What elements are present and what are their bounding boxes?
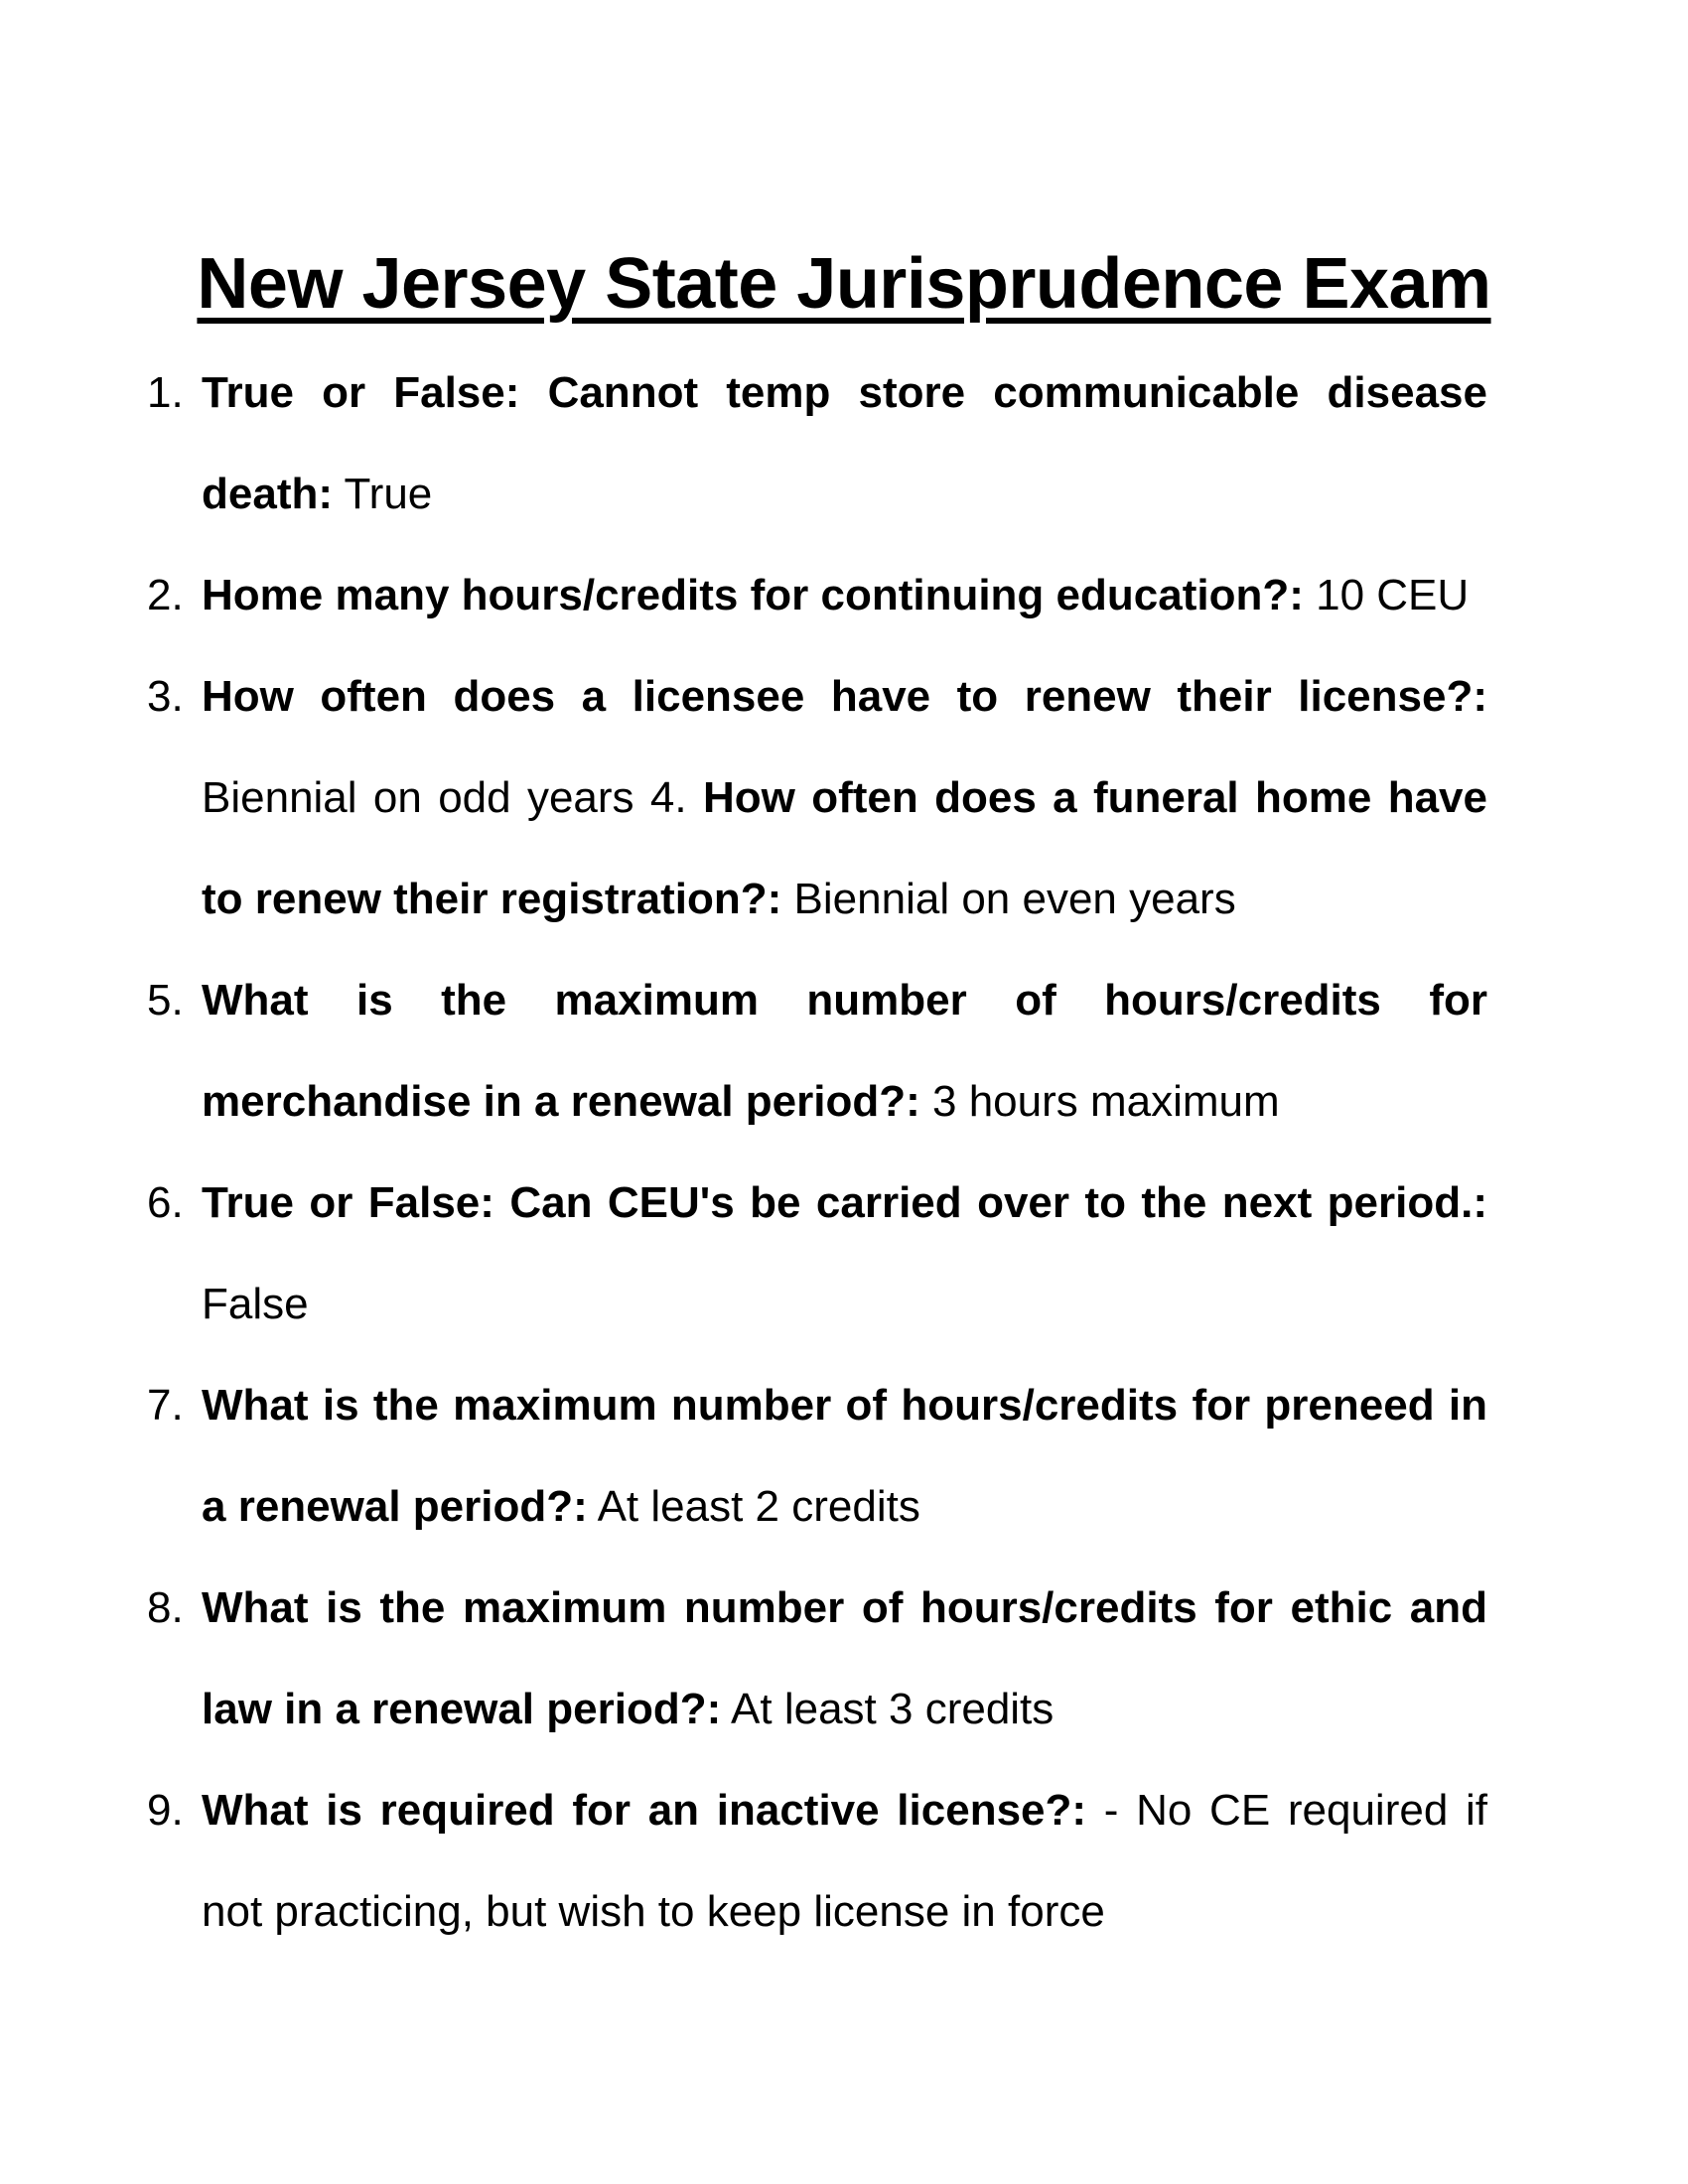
question-text: What is the maximum number of hours/credits for ethic and law in a renewal period?: (202, 1583, 1487, 1733)
list-item (147, 1355, 1487, 1558)
item-number: 6. (147, 1178, 184, 1227)
answer-text: At least 3 credits (731, 1685, 1055, 1733)
question-text: What is the maximum number of hours/credits for merchandise in a renewal period?: (202, 976, 1487, 1126)
answer-text: False (202, 1280, 309, 1328)
item-number: 8. (147, 1583, 184, 1632)
question-text: True or False: Can CEU's be carried over to the next period.: (202, 1178, 1487, 1227)
question-text: How often does a licensee have to renew their license?: (202, 672, 1487, 721)
inline-question-text: How often does a funeral home have to renew their registration?: (202, 773, 1487, 923)
list-item (147, 342, 1487, 545)
list-item (147, 545, 1487, 646)
item-number: 3. (147, 672, 184, 721)
document-title: New Jersey State Jurisprudence Exam (197, 244, 1491, 325)
question-text: True or False: Cannot temp store communicable disease death: (202, 368, 1487, 518)
item-number: 5. (147, 976, 184, 1024)
item-number: 7. (147, 1381, 184, 1430)
list-item (147, 646, 1487, 950)
list-item (147, 1153, 1487, 1355)
list-item (147, 1558, 1487, 1760)
question-text: What is the maximum number of hours/credits for preneed in a renewal period?: (202, 1381, 1487, 1531)
item-number: 2. (147, 571, 184, 619)
inline-answer-text: Biennial on even years (793, 875, 1236, 923)
answer-text: True (344, 470, 433, 518)
item-number: 1. (147, 368, 184, 417)
question-text: Home many hours/credits for continuing education?: (202, 571, 1304, 619)
answer-text: Biennial on odd years (202, 773, 634, 822)
question-text: What is required for an inactive license?: (202, 1786, 1087, 1835)
item-number: 9. (147, 1786, 184, 1835)
answer-text: 10 CEU (1316, 571, 1470, 619)
answer-text: 3 hours maximum (932, 1077, 1280, 1126)
answer-text: - No CE required if not practicing, but wish to keep license in force (202, 1786, 1487, 1936)
question-list (147, 342, 1487, 1963)
answer-text: At least 2 credits (597, 1482, 920, 1531)
inline-item-number: 4. (649, 773, 687, 822)
list-item (147, 950, 1487, 1153)
list-item (147, 1760, 1487, 1963)
